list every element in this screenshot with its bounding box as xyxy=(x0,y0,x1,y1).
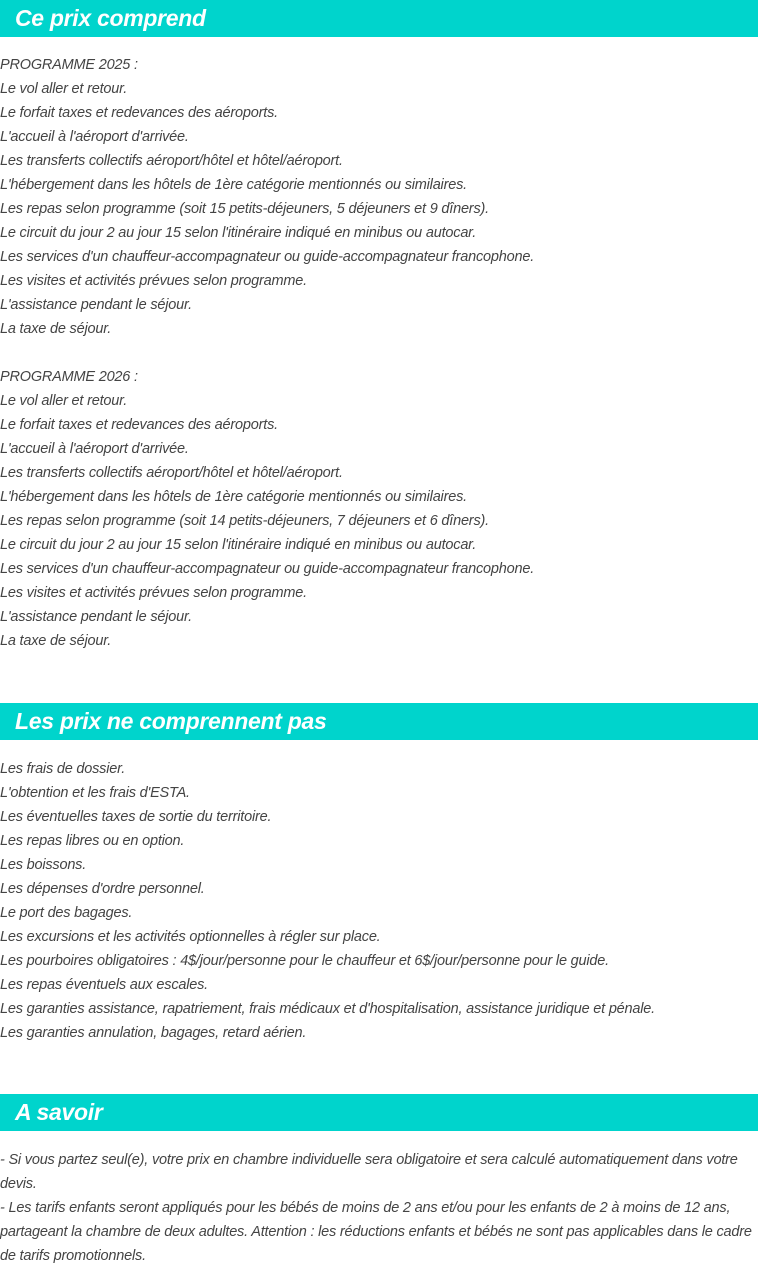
list-item: Les repas selon programme (soit 14 petits-déjeuners, 7 déjeuners et 6 dîners). xyxy=(0,513,489,529)
list-item: - Les tarifs enfants seront appliqués pour les bébés de moins de 2 ans et/ou pour les enfants de 2 à moins de 12 ans, partageant la chambre de deux adultes. Attention : les réductions enfants et bébés ne sont pas applicables dans le cadre de tarifs promotionnels. xyxy=(0,1200,752,1264)
list-item: L'assistance pendant le séjour. xyxy=(0,609,192,625)
list-item: Le circuit du jour 2 au jour 15 selon l'itinéraire indiqué en minibus ou autocar. xyxy=(0,537,477,553)
list-item: Les dépenses d'ordre personnel. xyxy=(0,881,205,897)
list-item: Le vol aller et retour. xyxy=(0,81,128,97)
program-2025-heading: PROGRAMME 2025 : xyxy=(0,57,138,73)
list-item: Le forfait taxes et redevances des aéroports. xyxy=(0,105,278,121)
list-item: L'obtention et les frais d'ESTA. xyxy=(0,785,190,801)
list-item: Les transferts collectifs aéroport/hôtel et hôtel/aéroport. xyxy=(0,465,343,481)
section-not-included-title: Les prix ne comprennent pas xyxy=(0,703,758,740)
section-to-know-title: A savoir xyxy=(0,1094,758,1131)
list-item: Les services d'un chauffeur-accompagnateur ou guide-accompagnateur francophone. xyxy=(0,249,535,265)
list-item: Les repas éventuels aux escales. xyxy=(0,977,209,993)
program-2025-list xyxy=(0,77,758,341)
list-item: Le vol aller et retour. xyxy=(0,393,128,409)
list-item: Les repas selon programme (soit 15 petits-déjeuners, 5 déjeuners et 9 dîners). xyxy=(0,201,489,217)
list-item: Les repas libres ou en option. xyxy=(0,833,185,849)
list-item: L'accueil à l'aéroport d'arrivée. xyxy=(0,129,189,145)
list-item: Les pourboires obligatoires : 4$/jour/personne pour le chauffeur et 6$/jour/personne pour le guide. xyxy=(0,953,609,969)
list-item: Les excursions et les activités optionnelles à régler sur place. xyxy=(0,929,381,945)
section-included-title: Ce prix comprend xyxy=(0,0,758,37)
list-item: Le forfait taxes et redevances des aéroports. xyxy=(0,417,278,433)
program-2026-heading: PROGRAMME 2026 : xyxy=(0,369,138,385)
list-item: Les éventuelles taxes de sortie du territoire. xyxy=(0,809,272,825)
included-content xyxy=(0,37,758,653)
list-item: Les boissons. xyxy=(0,857,87,873)
list-item: L'hébergement dans les hôtels de 1ère catégorie mentionnés ou similaires. xyxy=(0,177,467,193)
to-know-list xyxy=(0,1131,758,1268)
list-item: Le port des bagages. xyxy=(0,905,133,921)
list-item: Le circuit du jour 2 au jour 15 selon l'itinéraire indiqué en minibus ou autocar. xyxy=(0,225,477,241)
list-item: Les garanties assistance, rapatriement, frais médicaux et d'hospitalisation, assistance juridique et pénale. xyxy=(0,1001,655,1017)
program-2026-list xyxy=(0,389,758,653)
list-item: L'assistance pendant le séjour. xyxy=(0,297,192,313)
section-not-included xyxy=(0,703,758,1045)
list-item: La taxe de séjour. xyxy=(0,633,112,649)
list-item: Les visites et activités prévues selon programme. xyxy=(0,273,307,289)
list-item: Les transferts collectifs aéroport/hôtel et hôtel/aéroport. xyxy=(0,153,343,169)
not-included-list xyxy=(0,740,758,1045)
list-item: L'hébergement dans les hôtels de 1ère catégorie mentionnés ou similaires. xyxy=(0,489,467,505)
list-item: Les visites et activités prévues selon programme. xyxy=(0,585,307,601)
list-item: Les services d'un chauffeur-accompagnateur ou guide-accompagnateur francophone. xyxy=(0,561,535,577)
list-item: La taxe de séjour. xyxy=(0,321,112,337)
list-item: Les frais de dossier. xyxy=(0,761,126,777)
list-item: Les garanties annulation, bagages, retard aérien. xyxy=(0,1025,307,1041)
list-item: - Si vous partez seul(e), votre prix en chambre individuelle sera obligatoire et sera calculé automatiquement dans votre devis. xyxy=(0,1152,738,1192)
list-item: L'accueil à l'aéroport d'arrivée. xyxy=(0,441,189,457)
section-to-know xyxy=(0,1094,758,1268)
